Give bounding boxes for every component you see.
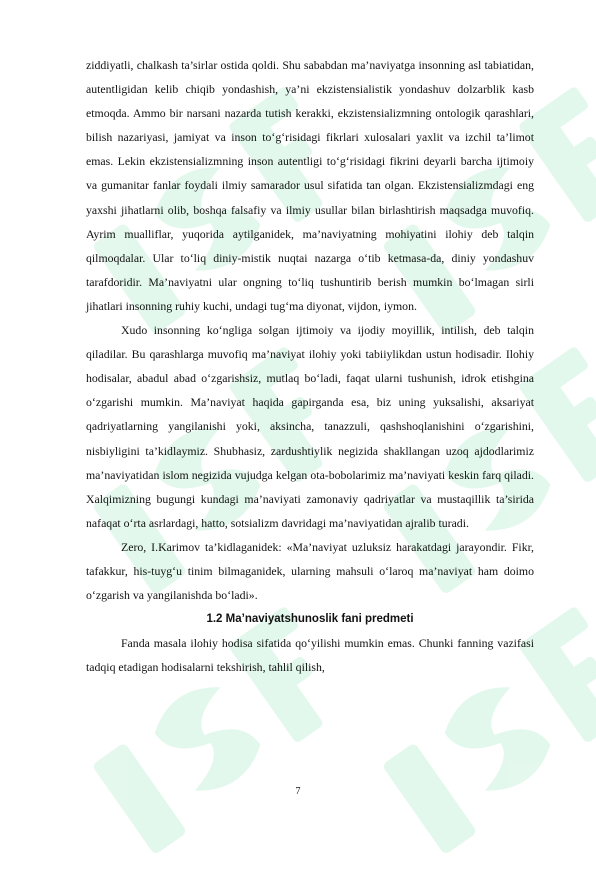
document-body	[86, 53, 534, 679]
page-number: 7	[295, 786, 301, 797]
paragraph: Zero, I.Karimov ta’kidlaganidek: «Ma’naviyat uzluksiz harakatdagi jarayondir. Fikr, tafakkur, his-tuyg‘u tinim bilmaganidek, ularning mahsuli o‘laroq ma’naviyat ham doimo o‘zgarish va yangilanishda bo‘ladi».	[86, 539, 534, 603]
section-heading: 1.2 Ma’naviyatshunoslik fani predmeti	[206, 613, 414, 626]
paragraph: ziddiyatli, chalkash ta’sirlar ostida qoldi. Shu sababdan ma’naviyatga insonning asl tabiatidan, autentligidan kelib chiqib yondashish, ya’ni ekzistensialistik yondashuv dolzarblik kasb etmoqda. Ammo bir narsani nazarda tutish kerakki, ekzistensializmning ontologik qarashlari, bilish nazariyasi, jamiyat va inson to‘g‘risidagi fikrlari xulosalari yaxlit va izchil ta’limot emas. Lekin ekzistensializmning inson autentligi to‘g‘risidagi fikrini deyarli barcha ijtimoiy va gumanitar fanlar foydali ilmiy samarador usul sifatida tan olgan. Ekzistensializmdagi eng yaxshi jihatlarni olib, boshqa falsafiy va ilmiy usullar bilan birlashtirish maqsadga muvofiq. Ayrim mualliflar, yuqorida aytilganidek, ma’naviyatning mohiyatini ilohiy deb talqin qilmoqdalar. Ular to‘liq diniy-mistik nuqtai nazarga o‘tib ketmasa-da, diniy yondashuv tarafdoridir. Ma’naviyatni ular ongning to‘liq tushuntirib berish mumkin bo‘lmagan sirli jihatlari insonning ruhiy kuchi, undagi tug‘ma diyonat, vijdon, iymon.	[86, 58, 534, 313]
paragraph: Fanda masala ilohiy hodisa sifatida qo‘yilishi mumkin emas. Chunki fanning vazifasi tadqiq etadigan hodisalarni tekshirish, tahlil qilish,	[86, 636, 534, 675]
paragraph: Xudo insonning ko‘ngliga solgan ijtimoiy va ijodiy moyillik, intilish, deb talqin qiladilar. Bu qarashlarga muvofiq ma’naviyat ilohiy yoki tabiiylikdan ustun hodisadir. Ilohiy hodisalar, abadul abad o‘zgarishsiz, mutlaq bo‘ladi, faqat ularni tushunish, idrok etishgina o‘zgarishi mumkin. Ma’naviyat haqida gapirganda esa, biz uning yuksalishi, aksariyat qadriyatlarning yangilanishi yoki, aksincha, tanazzuli, qashshoqlanishini o‘zgarishini, nisbiyligini ta’kidlaymiz. Shubhasiz, zardushtiylik negizida shakllangan uzoq ajdodlarimiz ma’naviyatidan islom negizida vujudga kelgan ota-bobolarimiz ma’naviyati keskin farq qiladi. Xalqimizning bugungi kundagi ma’naviyati zamonaviy qadriyatlar va mustaqillik ta’sirida nafaqat o‘rta asrlardagi, hatto, sotsializm davridagi ma’naviyatidan ajralib turadi.	[86, 323, 534, 530]
